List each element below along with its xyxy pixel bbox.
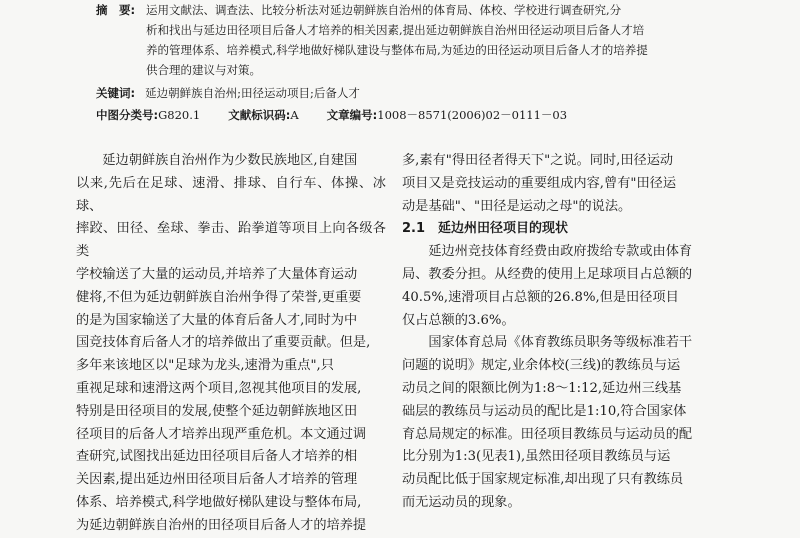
continuation-paragraph: 多,素有"得田径者得天下"之说。同时,田径运动 项目又是竞技运动的重要组成内容,曾有"田径运 动是基础"、"田径是运动之母"的说法。	[402, 153, 677, 214]
article-number-value: 1008－8571(2006)02－0111－03	[377, 108, 568, 122]
intro-paragraph: 延边朝鲜族自治州作为少数民族地区,自建国 以来,先后在足球、速滑、排球、自行车、体操、冰球、 摔跤、田径、垒球、拳击、跆拳道等项目上向各级各类 学校输送了大量的运动员,并培养了大量体育运动 健将,不但为延边朝鲜族自治州争得了荣誉,更重要 的是为国家输送了大量的体育后备人才,同时为中 国竞技体育后备人才的培养做出了重要贡献。但是, 多年来该地区以"足球为龙头,速滑为重点",只 重视足球和速滑这两个项目,忽视其他项目的发展, 特别是田径项目的发展,使整个延边朝鲜族地区田 径项目的后备人才培养出现严重危机。本文通过调 查研究,试图找出延边田径项目后备人才培养的相 关因素,提出延边州田径项目后备人才培养的管理 体系、培养模式,科学地做好梯队建设与整体布局, 为延边朝鲜族自治州的田径项目后备人才的培养提	[76, 153, 386, 533]
keywords-text: 延边朝鲜族自治州;田径运动项目;后备人才	[145, 86, 360, 100]
doc-code-value: A	[290, 108, 299, 122]
clc-label: 中图分类号:	[96, 108, 159, 122]
abstract-row	[96, 0, 796, 80]
clc-field	[96, 107, 200, 123]
coach-ratio-paragraph: 国家体育总局《体育教练员职务等级标准若干 问题的说明》规定,业余体校(三线)的教练员与运 动员之间的限额比例为1:8～1:12,延边州三线基 础层的教练员与运动员的配比是1:10,符合国家体 育总局规定的标准。田径项目教练员与运动员的配 比分别为1:3(见表1),虽然田径项目教练员与运 动员配比低于国家规定标准,却出现了只有教练员 而无运动员的现象。	[402, 335, 693, 510]
section-heading: 2.1 延边州田径项目的现状	[402, 221, 569, 237]
keywords-label: 关键词:	[96, 86, 136, 100]
article-number-label: 文章编号:	[326, 108, 378, 122]
abstract-text: 运用文献法、调查法、比较分析法对延边朝鲜族自治州的体育局、体校、学校进行调查研究,分 析和找出与延边田径项目后备人才培养的相关因素,提出延边朝鲜族自治州田径运动项目后备人才培 养的管理体系、培养模式,科学地做好梯队建设与整体布局,为延边的田径运动项目后备人才的培养提 供合理的建议与对策。	[146, 3, 648, 77]
keywords-row	[96, 85, 360, 101]
article-number-field	[327, 107, 567, 123]
abstract-label: 摘 要:	[96, 3, 136, 17]
funding-paragraph: 延边州竞技体育经费由政府拨给专款或由体育 局、教委分担。从经费的使用上足球项目占总额的 40.5%,速滑项目占总额的26.8%,但是田径项目 仅占总额的3.6%。	[402, 244, 693, 328]
clc-value: G820.1	[158, 108, 201, 122]
doc-code-field	[228, 107, 298, 123]
doc-code-label: 文献标识码:	[228, 108, 291, 122]
abstract-block	[96, 0, 796, 80]
classification-row	[96, 107, 567, 123]
left-column	[76, 150, 386, 538]
right-column	[402, 150, 772, 515]
